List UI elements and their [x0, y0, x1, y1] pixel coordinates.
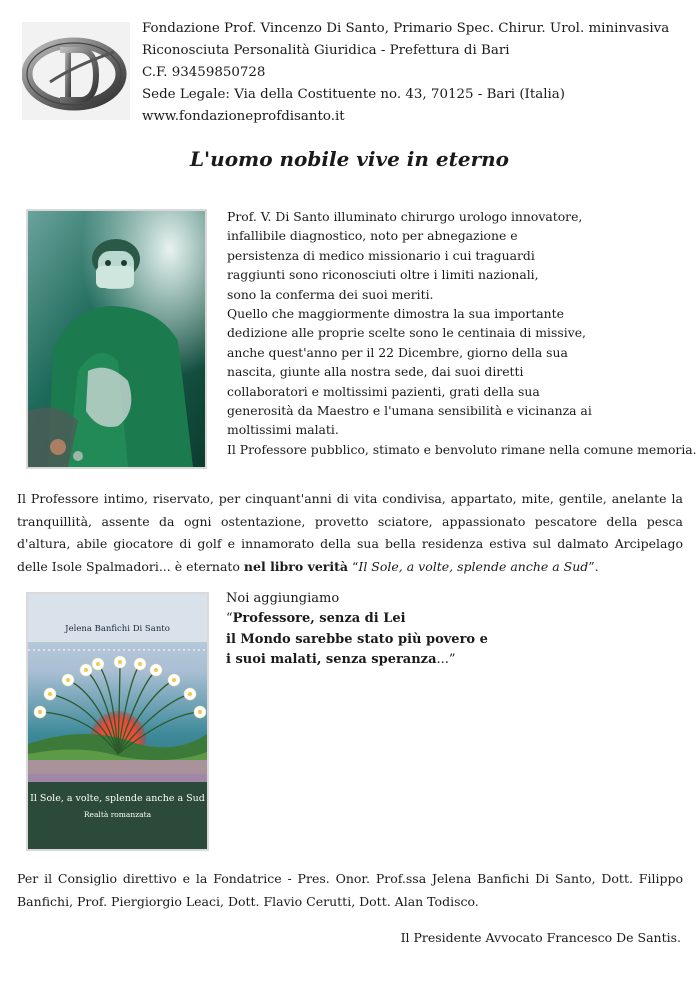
header-website: www.fondazioneprofdisanto.it [142, 109, 345, 124]
president-signature: Il Presidente Avvocato Francesco De Santis. [400, 930, 681, 945]
bio-line: Il Professore pubblico, stimato e benvoluto rimane nella comune memoria. [227, 441, 697, 457]
paragraph-text: Il Professore intimo, riservato, per cinquant'anni di vita condivisa, appartato, mite, gentile, anelante la tranquillità, assente da ogni ostentazione, provetto sciatore, appassionato pescatore della pesca d'altura, abile giocatore di golf e innamorato della sua bella residenza estiva sul dalmato Arcipelago delle Isole Spalmadori... è eternato [17, 491, 683, 574]
foundation-logo [22, 22, 130, 120]
header-address: Sede Legale: Via della Costituente no. 43, 70125 - Bari (Italia) [142, 87, 565, 102]
surgeon-photo [26, 209, 207, 469]
quote-close-mark: ...” [436, 651, 456, 667]
book-title: Il Sole, a volte, splende anche a Sud [30, 793, 205, 804]
bio-line: Prof. V. Di Santo illuminato chirurgo urologo innovatore, [227, 209, 583, 224]
header-legal-status: Riconosciuta Personalità Giuridica - Prefettura di Bari [142, 43, 510, 58]
council-signatories: Per il Consiglio direttivo e la Fondatrice - Pres. Onor. Prof.ssa Jelena Banfichi Di Santo, Dott. Filippo Banfichi, Prof. Piergiorgio Leaci, Dott. Flavio Cerutti, Dott. Alan Todisco. [17, 871, 683, 909]
quote-line-3: i suoi malati, senza speranza [226, 651, 437, 667]
paragraph-quote-close: ”. [588, 558, 599, 574]
quote-open-mark: “ [226, 611, 233, 627]
page-title: L'uomo nobile vive in eterno [189, 147, 509, 171]
private-life-paragraph [17, 488, 683, 578]
bio-line: persistenza di medico missionario i cui traguardi [227, 247, 535, 263]
paragraph-book-title: Il Sole, a volte, splende anche a Sud [358, 558, 589, 574]
paragraph-quote-open: “ [348, 558, 359, 574]
bio-line: nascita, giunte alla nostra sede, dai suoi diretti [227, 364, 524, 380]
book-author: Jelena Banfichi Di Santo [65, 624, 170, 634]
bio-line: infallibile diagnostico, noto per abnegazione e [227, 228, 518, 244]
paragraph-bold-phrase: nel libro verità [243, 558, 348, 574]
book-cover [26, 592, 209, 851]
bio-line: collaboratori e moltissimi pazienti, grati della sua [227, 383, 540, 399]
header-foundation-name: Fondazione Prof. Vincenzo Di Santo, Primario Spec. Chirur. Urol. mininvasiva [142, 21, 670, 36]
header-block [142, 18, 669, 128]
bio-line: moltissimi malati. [227, 422, 339, 438]
bio-line: raggiunti sono riconosciuti oltre i limiti nazionali, [227, 267, 539, 283]
quote-line-2: il Mondo sarebbe stato più povero e [226, 631, 488, 647]
bio-line: anche quest'anno per il 22 Dicembre, giorno della sua [227, 344, 568, 360]
bio-line: Quello che maggiormente dimostra la sua importante [227, 306, 564, 322]
header-tax-code: C.F. 93459850728 [142, 65, 266, 80]
quote-line-1: Professore, senza di Lei [232, 611, 406, 627]
bio-line: dedizione alle proprie scelte sono le centinaia di missive, [227, 325, 586, 341]
bio-line: sono la conferma dei suoi meriti. [227, 286, 434, 302]
book-subtitle: Realtà romanzata [83, 810, 152, 819]
bio-line: generosità da Maestro e l'umana sensibilità e vicinanza ai [227, 403, 592, 419]
biography-text [227, 207, 697, 459]
quote-intro: Noi aggiungiamo [226, 591, 340, 606]
quote-block [226, 589, 488, 670]
